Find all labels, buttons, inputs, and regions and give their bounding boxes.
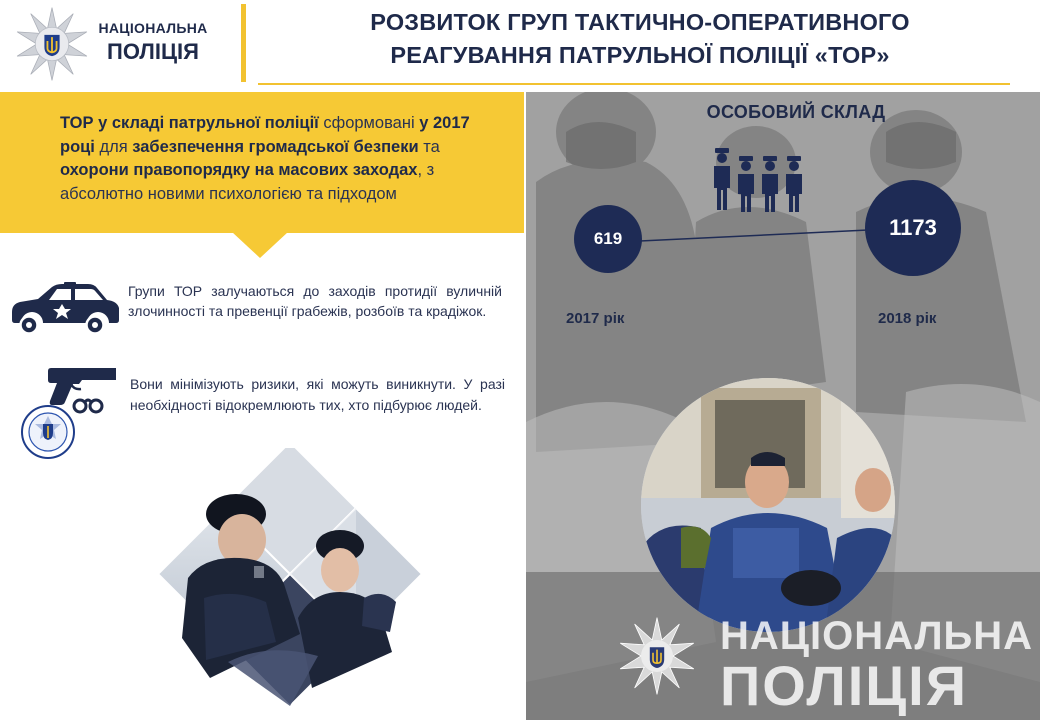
officer-figure	[786, 156, 802, 212]
header-underline	[258, 83, 1010, 85]
year-label-2017: 2017 рік	[566, 310, 625, 327]
police-badge-icon	[22, 406, 74, 458]
watermark-star-icon	[617, 616, 697, 696]
watermark-line1: НАЦІОНАЛЬНА	[720, 614, 1034, 658]
logo-wordmark	[98, 20, 208, 64]
intro-text-2: для	[94, 137, 133, 156]
pistol-handcuffs-badge-icon	[18, 364, 128, 464]
page-title-line2: РЕАГУВАННЯ ПАТРУЛЬНОЇ ПОЛІЦІЇ «ТОР»	[390, 42, 890, 68]
police-star-icon	[14, 6, 90, 82]
intro-text	[60, 112, 470, 206]
page-title-line1: РОЗВИТОК ГРУП ТАКТИЧНО-ОПЕРАТИВНОГО	[370, 9, 910, 35]
logo-line1: НАЦІОНАЛЬНА	[98, 20, 208, 36]
intro-bold-2: у 2017 році	[60, 114, 470, 156]
officer-figure	[738, 156, 754, 212]
officers-group-icon	[712, 146, 812, 212]
page-title	[262, 6, 1018, 72]
officers-photo-collage	[158, 448, 422, 714]
tor-activity-text: Групи ТОР залучаються до заходів протидії вуличній злочинності та превенції грабежів, розбоїв та крадіжок.	[128, 283, 502, 319]
staff-count-2017: 619	[574, 205, 642, 273]
tor-officers-round-photo	[641, 378, 895, 632]
officer-figure	[714, 148, 730, 210]
year-label-2018: 2018 рік	[878, 310, 937, 327]
intro-text-3: та	[418, 137, 440, 156]
tor-risk-text: Вони мінімізують ризики, які можуть виникнути. У разі необхідності відокремлюють тих, хто підбурює людей.	[130, 376, 505, 413]
intro-text-4: , з абсолютно новими психологією та підходом	[60, 161, 435, 203]
officer-figure	[762, 156, 778, 212]
watermark-wordmark	[720, 614, 1034, 717]
watermark-line2: ПОЛІЦІЯ	[720, 654, 968, 717]
police-car-icon	[8, 282, 123, 336]
intro-bold-1: ТОР у складі патрульної поліції	[60, 114, 319, 132]
staff-title: ОСОБОВИЙ СКЛАД	[706, 102, 886, 122]
staff-count-2018: 1173	[865, 180, 961, 276]
intro-text-1: сформовані	[318, 114, 420, 132]
intro-panel-pointer	[232, 232, 288, 258]
logo-line2: ПОЛІЦІЯ	[107, 39, 199, 65]
intro-bold-3: забезпечення громадської безпеки	[132, 137, 419, 156]
handcuffs-icon	[74, 400, 102, 412]
intro-bold-4: охорони правопорядку на масових заходах	[60, 161, 418, 179]
header-divider	[241, 4, 246, 82]
